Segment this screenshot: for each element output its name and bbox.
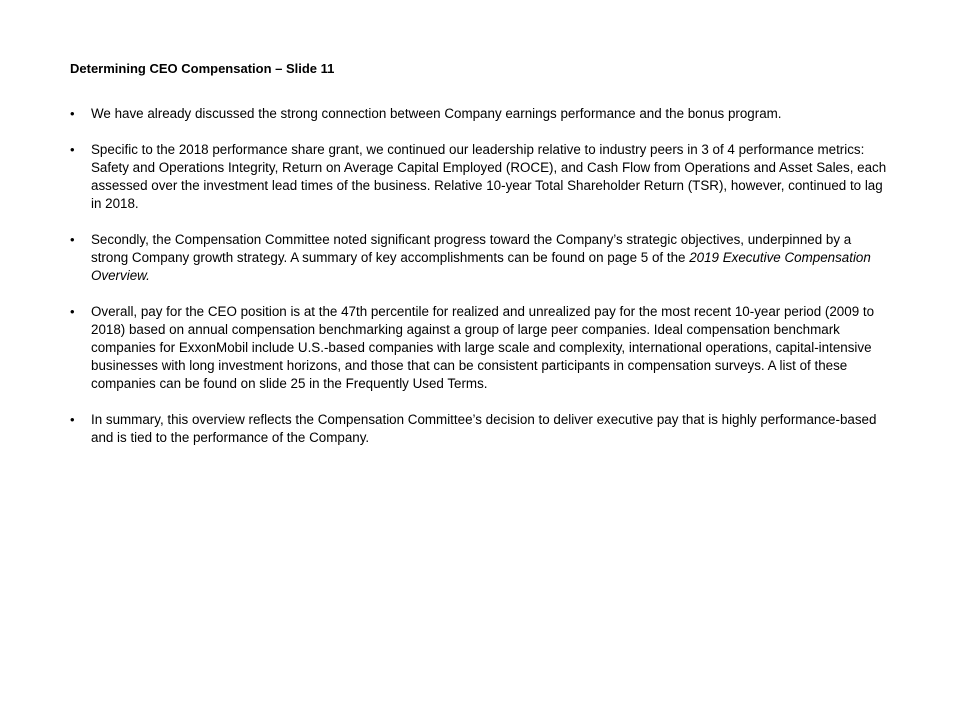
bullet-list xyxy=(70,105,890,465)
bullet-dot-icon: • xyxy=(70,142,75,157)
bullet-item xyxy=(70,105,890,123)
bullet-text: We have already discussed the strong connection between Company earnings performance and the bonus program. xyxy=(91,106,782,121)
document-reference: 2019 Executive Compensation Overview. xyxy=(91,250,871,283)
bullet-text xyxy=(91,231,890,285)
bullet-item xyxy=(70,303,890,393)
bullet-dot-icon: • xyxy=(70,232,75,247)
bullet-item xyxy=(70,411,890,447)
bullet-dot-icon: • xyxy=(70,106,75,121)
bullet-text: In summary, this overview reflects the Compensation Committee’s decision to deliver executive pay that is highly performance-based and is tied to the performance of the Company. xyxy=(91,412,877,445)
bullet-item xyxy=(70,141,890,213)
bullet-dot-icon: • xyxy=(70,304,75,319)
bullet-dot-icon: • xyxy=(70,412,75,427)
bullet-text: Specific to the 2018 performance share grant, we continued our leadership relative to industry peers in 3 of 4 performance metrics: Safety and Operations Integrity, Return on Average Capital Employed (ROCE), and Cash Flow from Operations and Asset Sales, each assessed over the investment lead times of the business. Relative 10-year Total Shareholder Return (TSR), however, continued to lag in 2018. xyxy=(91,142,887,211)
bullet-text: Overall, pay for the CEO position is at the 47th percentile for realized and unrealized pay for the most recent 10-year period (2009 to 2018) based on annual compensation benchmarking against a group of large peer companies. Ideal compensation benchmark companies for ExxonMobil include U.S.-based companies with large scale and complexity, international operations, capital-intensive businesses with long investment horizons, and those that can be consistent participants in compensation surveys. A list of these companies can be found on slide 25 in the Frequently Used Terms. xyxy=(91,304,875,391)
page-title: Determining CEO Compensation – Slide 11 xyxy=(70,61,335,76)
bullet-item xyxy=(70,231,890,285)
bullet-text-regular: Secondly, the Compensation Committee noted significant progress toward the Company’s strategic objectives, underpinned by a strong Company growth strategy. A summary of key accomplishments can be found on page 5 of the xyxy=(91,232,852,265)
